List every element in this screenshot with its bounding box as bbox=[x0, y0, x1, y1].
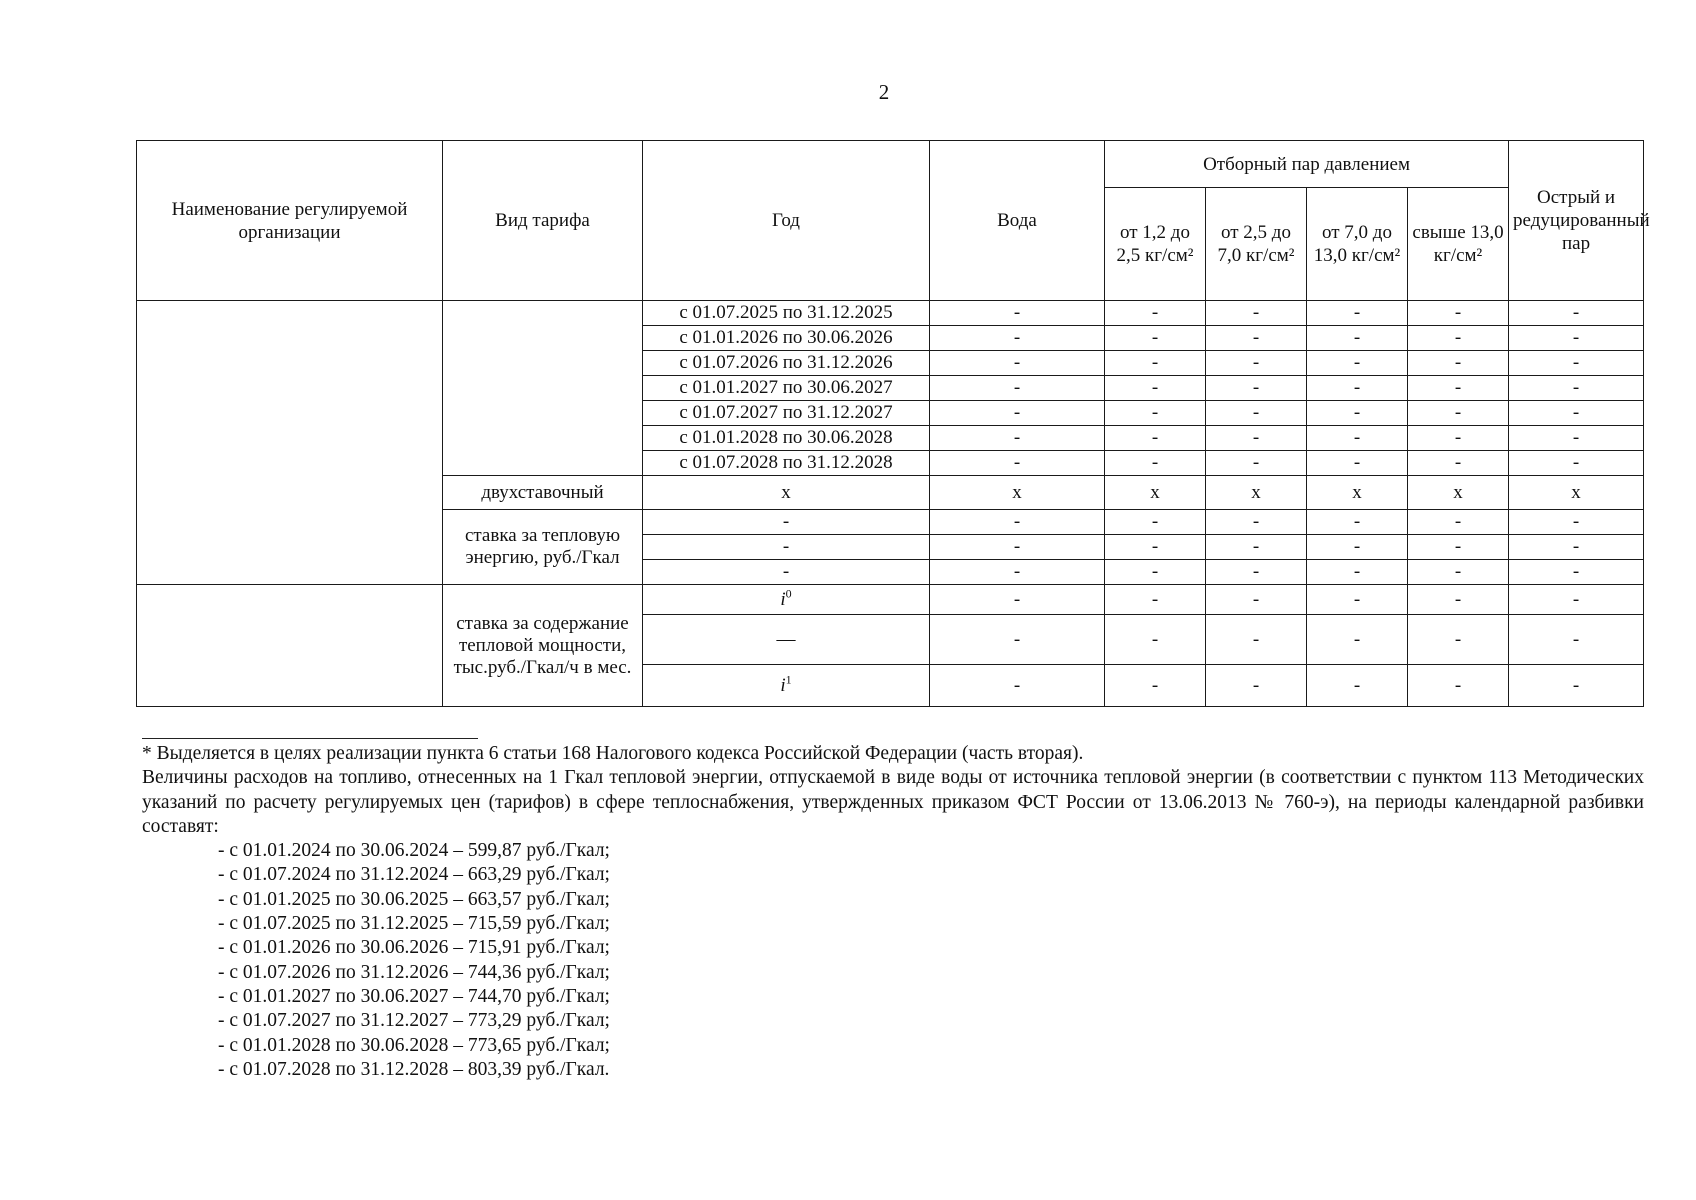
value-cell: - bbox=[930, 510, 1105, 535]
value-cell: x bbox=[643, 476, 930, 510]
value-cell: x bbox=[930, 476, 1105, 510]
header-sharp-steam: Острый и редуцированный пар bbox=[1509, 141, 1644, 301]
value-cell: - bbox=[1509, 426, 1644, 451]
index-symbol: i bbox=[780, 674, 786, 696]
list-item: - с 01.07.2028 по 31.12.2028 – 803,39 руб./Гкал. bbox=[218, 1058, 610, 1080]
value-cell: - bbox=[1307, 535, 1408, 560]
value-cell: - bbox=[1206, 326, 1307, 351]
value-cell: - bbox=[1105, 301, 1206, 326]
value-cell: - bbox=[1105, 451, 1206, 476]
period-cell: — bbox=[643, 615, 930, 665]
table-row bbox=[137, 301, 1644, 326]
value-cell: - bbox=[1105, 376, 1206, 401]
list-item: - с 01.01.2025 по 30.06.2025 – 663,57 руб./Гкал; bbox=[218, 888, 610, 910]
value-cell: - bbox=[1105, 585, 1206, 615]
index-superscript: 1 bbox=[785, 672, 792, 687]
energy-rate-label: ставка за тепловую энергию, руб./Гкал bbox=[443, 510, 643, 585]
index-symbol: i bbox=[780, 588, 786, 610]
value-cell: x bbox=[1206, 476, 1307, 510]
list-item: - с 01.01.2026 по 30.06.2026 – 715,91 руб./Гкал; bbox=[218, 937, 610, 959]
value-cell: - bbox=[930, 301, 1105, 326]
value-cell: - bbox=[1307, 510, 1408, 535]
value-cell: - bbox=[1408, 560, 1509, 585]
value-cell: - bbox=[1105, 326, 1206, 351]
value-cell: - bbox=[930, 585, 1105, 615]
period-cell: с 01.07.2028 по 31.12.2028 bbox=[643, 451, 930, 476]
footnote-divider bbox=[142, 738, 478, 739]
value-cell: - bbox=[1307, 376, 1408, 401]
value-cell: - bbox=[1509, 351, 1644, 376]
value-cell: - bbox=[1408, 401, 1509, 426]
value-cell: - bbox=[1509, 665, 1644, 707]
list-item: - с 01.01.2024 по 30.06.2024 – 599,87 руб./Гкал; bbox=[218, 840, 610, 862]
list-item: - с 01.07.2024 по 31.12.2024 – 663,29 руб./Гкал; bbox=[218, 864, 610, 886]
index-superscript: 0 bbox=[785, 586, 792, 601]
header-water: Вода bbox=[930, 141, 1105, 301]
period-cell: с 01.07.2025 по 31.12.2025 bbox=[643, 301, 930, 326]
value-cell: x bbox=[1105, 476, 1206, 510]
value-cell: - bbox=[1408, 615, 1509, 665]
value-cell: - bbox=[1307, 665, 1408, 707]
value-cell: - bbox=[930, 615, 1105, 665]
value-cell: - bbox=[1408, 301, 1509, 326]
value-cell: - bbox=[1307, 401, 1408, 426]
header-steam-3: от 7,0 до 13,0 кг/см² bbox=[1307, 188, 1408, 301]
value-cell: - bbox=[1206, 351, 1307, 376]
list-item: - с 01.07.2026 по 31.12.2026 – 744,36 руб./Гкал; bbox=[218, 961, 610, 983]
period-cell bbox=[643, 665, 930, 707]
value-cell: - bbox=[1206, 560, 1307, 585]
value-cell: x bbox=[1307, 476, 1408, 510]
value-cell: - bbox=[1105, 426, 1206, 451]
value-cell: - bbox=[1105, 351, 1206, 376]
value-cell: - bbox=[1307, 560, 1408, 585]
header-extracted-steam: Отборный пар давлением bbox=[1105, 141, 1509, 188]
value-cell: - bbox=[1105, 535, 1206, 560]
value-cell: - bbox=[1408, 351, 1509, 376]
value-cell: - bbox=[930, 535, 1105, 560]
value-cell: - bbox=[1206, 376, 1307, 401]
value-cell: - bbox=[643, 560, 930, 585]
value-cell: - bbox=[1408, 426, 1509, 451]
value-cell: - bbox=[1206, 426, 1307, 451]
value-cell: - bbox=[1408, 376, 1509, 401]
value-cell: - bbox=[1408, 326, 1509, 351]
value-cell: - bbox=[1307, 615, 1408, 665]
fuel-cost-list bbox=[142, 839, 1644, 1082]
value-cell: - bbox=[1105, 510, 1206, 535]
notes-section bbox=[142, 742, 1644, 1082]
fuel-cost-paragraph: Величины расходов на топливо, отнесенных на 1 Гкал тепловой энергии, отпускаемой в виде воды от источника тепловой энергии (в соответствии с пунктом 113 Методических указаний по расчету регулируемых цен (тарифов) в сфере теплоснабжения, утвержденных приказом ФСТ России от 13.06.2013 № 760-э), на периоды календарной разбивки составят: bbox=[142, 767, 1644, 837]
capacity-rate-label: ставка за содержание тепловой мощности, тыс.руб./Гкал/ч в мес. bbox=[443, 585, 643, 707]
value-cell: - bbox=[643, 510, 930, 535]
value-cell: - bbox=[1408, 535, 1509, 560]
value-cell: - bbox=[930, 665, 1105, 707]
value-cell: x bbox=[1509, 476, 1644, 510]
list-item: - с 01.07.2027 по 31.12.2027 – 773,29 руб./Гкал; bbox=[218, 1010, 610, 1032]
value-cell: - bbox=[1509, 560, 1644, 585]
value-cell: - bbox=[1408, 451, 1509, 476]
value-cell: - bbox=[1408, 665, 1509, 707]
header-year: Год bbox=[643, 141, 930, 301]
two-part-label: двухставочный bbox=[443, 476, 643, 510]
value-cell: - bbox=[1307, 451, 1408, 476]
value-cell: - bbox=[930, 351, 1105, 376]
period-cell: с 01.01.2027 по 30.06.2027 bbox=[643, 376, 930, 401]
value-cell: - bbox=[1206, 451, 1307, 476]
value-cell: - bbox=[930, 426, 1105, 451]
header-org-name: Наименование регулируемой организации bbox=[137, 141, 443, 301]
value-cell: - bbox=[1509, 615, 1644, 665]
footnote-text: * Выделяется в целях реализации пункта 6 статьи 168 Налогового кодекса Российской Федерации (часть вторая). bbox=[142, 743, 1084, 764]
value-cell: - bbox=[1307, 426, 1408, 451]
table-row bbox=[137, 585, 1644, 615]
value-cell: - bbox=[1206, 510, 1307, 535]
value-cell: - bbox=[1105, 665, 1206, 707]
header-steam-4: свыше 13,0 кг/см² bbox=[1408, 188, 1509, 301]
period-cell bbox=[643, 585, 930, 615]
page-number: 2 bbox=[878, 80, 890, 104]
value-cell: - bbox=[1206, 665, 1307, 707]
value-cell: - bbox=[643, 535, 930, 560]
list-item: - с 01.07.2025 по 31.12.2025 – 715,59 руб./Гкал; bbox=[218, 913, 610, 935]
value-cell: - bbox=[1105, 615, 1206, 665]
value-cell: - bbox=[1206, 615, 1307, 665]
value-cell: - bbox=[1206, 301, 1307, 326]
value-cell: - bbox=[930, 401, 1105, 426]
value-cell: x bbox=[1408, 476, 1509, 510]
tariff-type-cell bbox=[443, 301, 643, 476]
value-cell: - bbox=[1206, 535, 1307, 560]
value-cell: - bbox=[1509, 451, 1644, 476]
header-tariff-type: Вид тарифа bbox=[443, 141, 643, 301]
org-name-cell bbox=[137, 301, 443, 585]
period-cell: с 01.01.2028 по 30.06.2028 bbox=[643, 426, 930, 451]
value-cell: - bbox=[1206, 401, 1307, 426]
value-cell: - bbox=[1509, 376, 1644, 401]
header-steam-1: от 1,2 до 2,5 кг/см² bbox=[1105, 188, 1206, 301]
value-cell: - bbox=[930, 326, 1105, 351]
value-cell: - bbox=[1509, 585, 1644, 615]
list-item: - с 01.01.2027 по 30.06.2027 – 744,70 руб./Гкал; bbox=[218, 985, 610, 1007]
header-steam-2: от 2,5 до 7,0 кг/см² bbox=[1206, 188, 1307, 301]
value-cell: - bbox=[1307, 351, 1408, 376]
org-name-cell-2 bbox=[137, 585, 443, 707]
period-cell: с 01.07.2026 по 31.12.2026 bbox=[643, 351, 930, 376]
list-item: - с 01.01.2028 по 30.06.2028 – 773,65 руб./Гкал; bbox=[218, 1034, 610, 1056]
value-cell: - bbox=[930, 560, 1105, 585]
value-cell: - bbox=[930, 451, 1105, 476]
value-cell: - bbox=[1206, 585, 1307, 615]
value-cell: - bbox=[1509, 535, 1644, 560]
value-cell: - bbox=[1105, 560, 1206, 585]
value-cell: - bbox=[1105, 401, 1206, 426]
tariff-table bbox=[136, 140, 1650, 707]
period-cell: с 01.07.2027 по 31.12.2027 bbox=[643, 401, 930, 426]
value-cell: - bbox=[1509, 401, 1644, 426]
value-cell: - bbox=[1307, 585, 1408, 615]
value-cell: - bbox=[1408, 510, 1509, 535]
value-cell: - bbox=[1408, 585, 1509, 615]
value-cell: - bbox=[1307, 301, 1408, 326]
value-cell: - bbox=[1509, 301, 1644, 326]
period-cell: с 01.01.2026 по 30.06.2026 bbox=[643, 326, 930, 351]
value-cell: - bbox=[1509, 326, 1644, 351]
value-cell: - bbox=[1307, 326, 1408, 351]
value-cell: - bbox=[1509, 510, 1644, 535]
value-cell: - bbox=[930, 376, 1105, 401]
